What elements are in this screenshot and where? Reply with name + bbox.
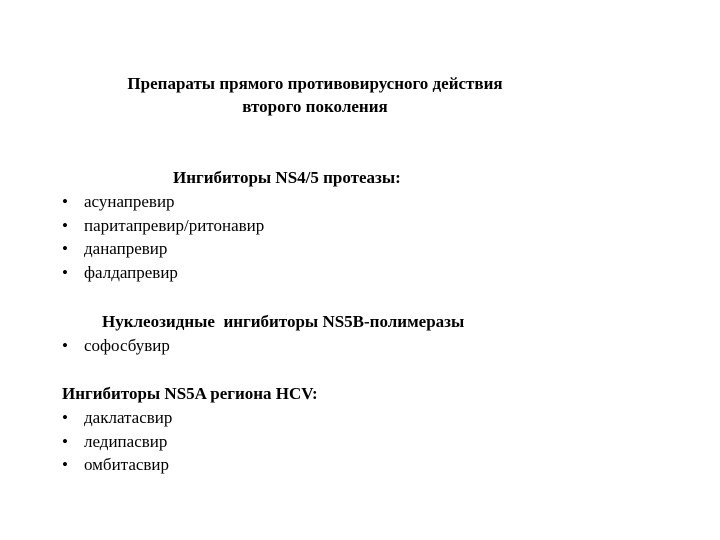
list-item: • омбитасвир (62, 453, 172, 477)
bullet-icon: • (62, 336, 68, 355)
list-item: • данапревир (62, 237, 264, 261)
list-ns5a-inhibitors (62, 406, 172, 477)
bullet-icon: • (62, 408, 68, 427)
slide-title-line-2: второго поколения (242, 97, 388, 116)
slide-title-line-1: Препараты прямого противовирусного действия (127, 74, 503, 93)
list-item: • паритапревир/ритонавир (62, 214, 264, 238)
list-item: • фалдапревир (62, 261, 264, 285)
bullet-icon: • (62, 262, 68, 282)
bullet-icon: • (62, 455, 68, 474)
list-item: • ледипасвир (62, 430, 172, 454)
list-ns5b-polymerase-inhibitors (62, 334, 170, 358)
bullet-icon: • (62, 215, 68, 235)
bullet-icon: • (62, 239, 68, 258)
section-heading-ns45-protease: Ингибиторы NS4/5 протеазы: (173, 168, 401, 187)
list-item: • асунапревир (62, 190, 264, 214)
bullet-icon: • (62, 431, 68, 451)
list-item: • даклатасвир (62, 406, 172, 430)
section-heading-ns5a: Ингибиторы NS5A региона HCV: (62, 384, 318, 403)
list-item: • софосбувир (62, 334, 170, 358)
bullet-icon: • (62, 192, 68, 211)
slide-title (40, 72, 590, 118)
list-ns45-protease-inhibitors (62, 190, 264, 284)
section-heading-ns5b-polymerase: Нуклеозидные ингибиторы NS5B-полимеразы (102, 312, 465, 331)
